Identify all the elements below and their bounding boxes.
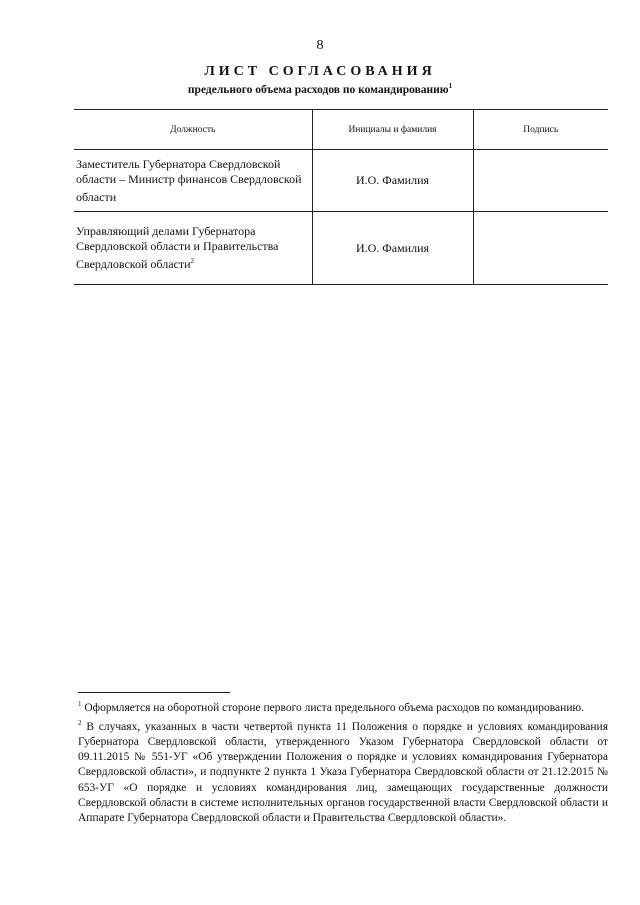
header-name: Инициалы и фамилия (312, 110, 473, 150)
row-position (74, 150, 312, 212)
header-position: Должность (74, 110, 312, 150)
document-title: ЛИСТ СОГЛАСОВАНИЯ (204, 64, 436, 79)
footnotes (78, 697, 608, 826)
row-position-marker: 2 (190, 257, 195, 265)
row-position-text: Управляющий делами Губернатора Свердловской области и Правительства Свердловской области (76, 224, 279, 271)
subtitle-footnote-marker: 1 (448, 82, 453, 90)
row-signature-cell[interactable] (473, 212, 608, 285)
footnote-marker: 2 (78, 719, 82, 728)
row-position (74, 212, 312, 285)
subtitle-text: предельного объема расходов по командированию (187, 83, 449, 96)
document-subtitle (0, 82, 640, 96)
table-row (74, 150, 608, 212)
footnote-text: Оформляется на оборотной стороне первого листа предельного объема расходов по командированию. (84, 701, 584, 714)
row-position-text: Заместитель Губернатора Свердловской области – Министр финансов Свердловской области (76, 156, 302, 204)
footnote-separator (78, 692, 230, 693)
row-name: И.О. Фамилия (312, 212, 473, 285)
footnote-text: В случаях, указанных в части четвертой пункта 11 Положения о порядке и условиях командирования Губернатора Свердловской области, утвержденного Указом Губернатора Свердловской области от 09.11.2015 № 551-УГ «Об утверждении Положения о порядке и условиях командирования Губернатора Свердловской области», и подпункте 2 пункта 1 Указа Губернатора Свердловской области от 21.12.2015 № 653-УГ «О порядке и условиях командирования лиц, замещающих государственные должности Свердловской области в системе исполнительных органов государственной власти Свердловской области и Аппарате Губернатора Свердловской области и Правительства Свердловской области». (78, 720, 608, 825)
approval-table (74, 109, 608, 285)
page-number: 8 (316, 38, 324, 53)
header-signature: Подпись (473, 110, 608, 150)
footnote-2 (78, 716, 608, 826)
row-name: И.О. Фамилия (312, 150, 473, 212)
row-signature-cell[interactable] (473, 150, 608, 212)
table-row (74, 212, 608, 285)
footnote-marker: 1 (78, 700, 82, 708)
footnote-1 (78, 697, 608, 716)
table-header-row (74, 110, 608, 150)
